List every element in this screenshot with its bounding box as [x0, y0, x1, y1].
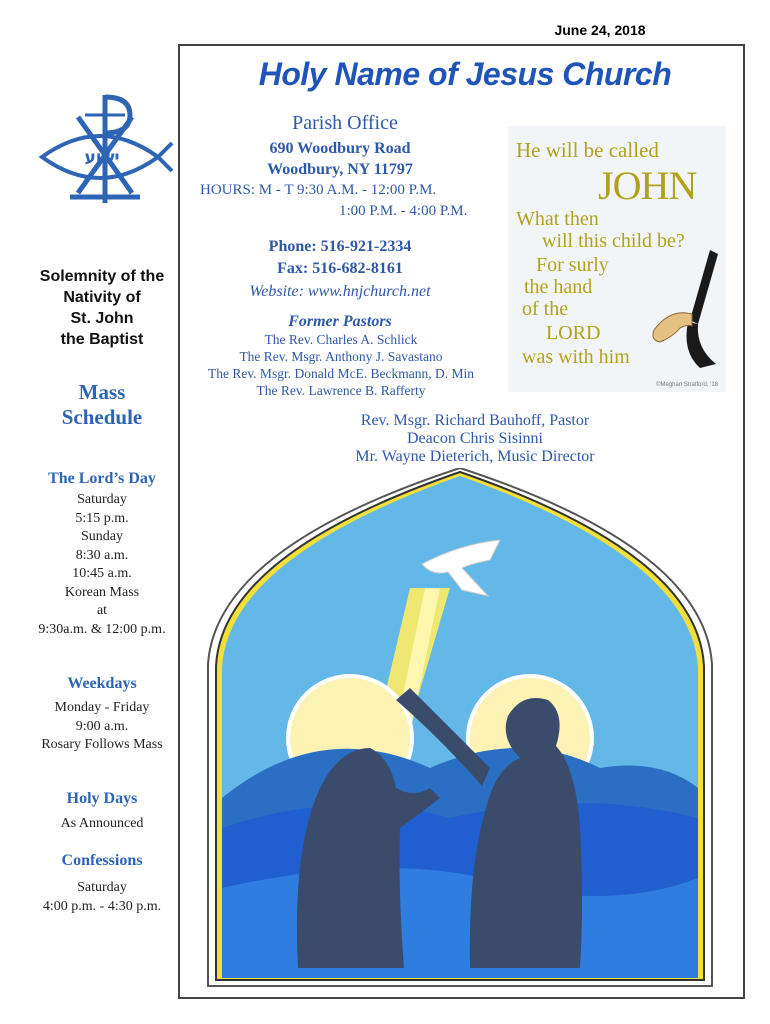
holy-days-heading: Holy Days	[66, 790, 138, 807]
feast-line: Solemnity of the	[39, 268, 165, 285]
chi-rho-fish-logo	[30, 85, 180, 210]
schedule-line: Saturday	[77, 880, 127, 895]
address-line2: Woodbury, NY 11797	[267, 161, 413, 178]
confessions-times	[26, 879, 178, 916]
weekdays-times	[26, 699, 178, 755]
feast-line: the Baptist	[60, 331, 144, 348]
john-quote-card	[508, 126, 726, 392]
mass-schedule-heading	[26, 380, 178, 430]
lords-day-heading: The Lord’s Day	[48, 470, 156, 487]
writing-hand-icon	[640, 244, 726, 374]
phone-number: Phone: 516-921-2334	[268, 238, 412, 255]
schedule-line: 8:30 a.m.	[75, 547, 129, 563]
schedule-line: Korean Mass	[64, 584, 140, 600]
office-hours-line1: HOURS: M - T 9:30 A.M. - 12:00 P.M.	[200, 182, 437, 198]
fax-number: Fax: 516-682-8161	[277, 260, 403, 277]
weekdays-heading: Weekdays	[67, 675, 137, 692]
feast-line: St. John	[70, 310, 134, 327]
card-line: LORD	[546, 322, 601, 344]
parish-office-label: Parish Office	[292, 112, 398, 134]
lords-day-times	[26, 491, 178, 639]
card-line: the hand	[524, 276, 593, 298]
schedule-line: 9:30a.m. & 12:00 p.m.	[38, 621, 166, 637]
baptism-window-illustration	[200, 468, 720, 988]
holy-days-times	[26, 815, 178, 834]
feast-title	[26, 266, 178, 350]
card-line: For surly	[536, 254, 609, 276]
card-credit: ©Meghan Stratford, '18	[656, 382, 718, 388]
bulletin-date: June 24, 2018	[554, 22, 646, 38]
former-pastor: The Rev. Msgr. Anthony J. Savastano	[239, 349, 443, 364]
schedule-line: 9:00 a.m.	[75, 718, 129, 734]
office-hours-line2: 1:00 P.M. - 4:00 P.M.	[339, 203, 468, 219]
mass-heading-line: Schedule	[61, 405, 143, 429]
staff-deacon: Deacon Chris Sisinni	[407, 430, 543, 447]
card-line: was with him	[522, 346, 630, 368]
card-john-word: JOHN	[598, 163, 697, 208]
staff-pastor: Rev. Msgr. Richard Bauhoff, Pastor	[360, 412, 590, 429]
schedule-line: Sunday	[81, 529, 123, 544]
card-line: of the	[522, 298, 569, 320]
schedule-line: at	[96, 603, 108, 618]
card-line: He will be called	[516, 138, 659, 162]
former-pastor: The Rev. Msgr. Donald McE. Beckmann, D. Min	[207, 366, 475, 381]
confessions-heading: Confessions	[61, 852, 143, 869]
card-line: will this child be?	[542, 230, 685, 252]
address-line1: 690 Woodbury Road	[269, 140, 411, 157]
logo-hebrew-text: ישוע	[84, 148, 120, 168]
schedule-line: 10:45 a.m.	[72, 566, 132, 581]
former-pastor: The Rev. Charles A. Schlick	[264, 332, 418, 347]
website-link[interactable]: Website: www.hnjchurch.net	[249, 283, 431, 300]
church-name: Holy Name of Jesus Church	[258, 56, 672, 92]
former-pastor: The Rev. Lawrence B. Rafferty	[256, 383, 426, 398]
schedule-line: 5:15 p.m.	[75, 510, 129, 526]
card-line: What then	[516, 208, 599, 230]
schedule-line: As Announced	[60, 816, 144, 831]
schedule-line: Rosary Follows Mass	[41, 737, 163, 752]
feast-line: Nativity of	[63, 289, 141, 306]
schedule-line: Saturday	[77, 492, 127, 507]
staff-music-director: Mr. Wayne Dieterich, Music Director	[355, 448, 595, 465]
schedule-line: Monday - Friday	[54, 700, 150, 715]
former-pastors-heading: Former Pastors	[288, 313, 392, 330]
schedule-line: 4:00 p.m. - 4:30 p.m.	[42, 898, 162, 914]
mass-heading-line: Mass	[78, 380, 126, 404]
